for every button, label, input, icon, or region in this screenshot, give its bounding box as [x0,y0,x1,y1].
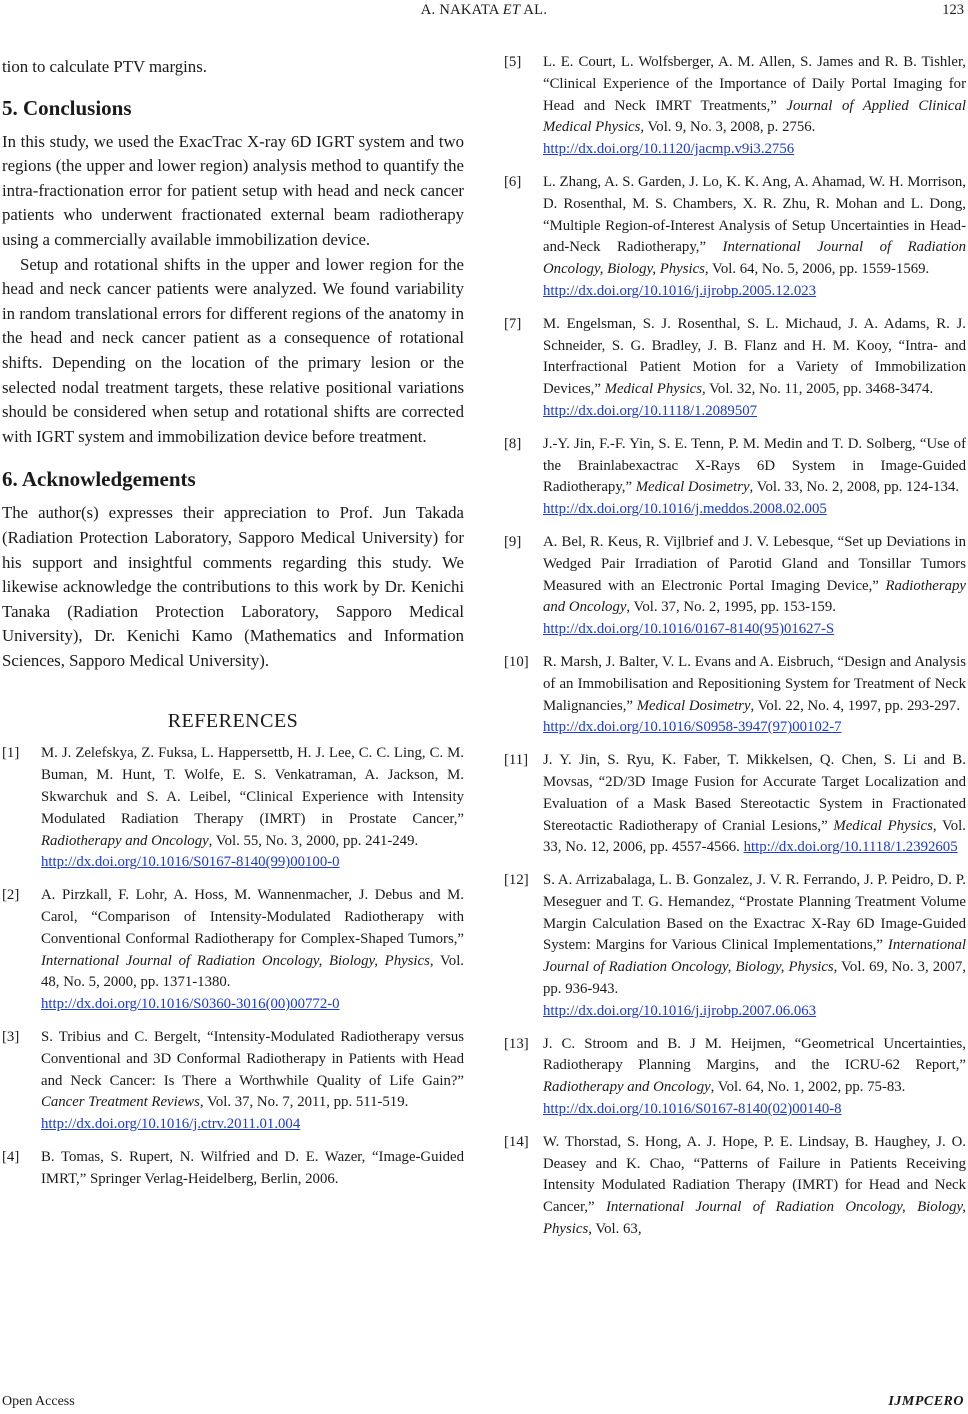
reference-source: Journal of Applied Clinical Medical Physics [543,97,966,136]
reference-body [543,534,966,637]
reference-text: S. Tribius and C. Bergelt, “Intensity-Modulated Radiotherapy versus Conventional and 3D Conformal Radiotherapy in Patients with Head and Neck Cancer: Is There a Worthwhile Quality of Life Gain?” [41,1029,464,1089]
reference-item [504,1034,966,1121]
reference-text: M. Engelsman, S. J. Rosenthal, S. L. Michaud, J. A. Adams, R. J. Schneider, S. G. Bradley, J. B. Flanz and H. M. Kooy, “Intra- and Interfractional Patient Motion for a Variety of Immobilization Devices,” [543,315,966,398]
reference-number: [9] [504,533,522,550]
reference-source: International Journal of Radiation Oncology, Biology, Physics [543,937,966,976]
reference-body [41,1149,464,1187]
reference-text: S. A. Arrizabalaga, L. B. Gonzalez, J. V. R. Ferrando, J. P. Peidro, D. P. Meseguer and T. G. Hemandez, “Prostate Planning Treatment Volume Margin Calculation Based on the Exactrac X-Ray 6D Image-Guided System: Margins for Various Clinical Implementations,” [543,872,966,954]
page-number: 123 [942,2,964,18]
reference-item [504,652,966,739]
running-head [0,2,968,19]
reference-details: , Vol. 37, No. 2, 1995, pp. 153-159. [626,599,836,616]
page-footer [0,1388,968,1414]
reference-details: , Vol. 64, No. 1, 2002, pp. 75-83. [710,1079,906,1096]
reference-item [504,434,966,521]
reference-item [2,1027,464,1136]
reference-details: , Vol. 33, No. 12, 2006, pp. 4557-4566. [543,817,966,856]
reference-number: [10] [504,653,529,670]
reference-details: , Vol. 9, No. 3, 2008, p. 2756. [640,119,816,136]
reference-body [41,745,464,870]
acknowledgements-paragraph: The author(s) expresses their appreciation to Prof. Jun Takada (Radiation Protection Laboratory, Sapporo Medical University) for his support and insightful comments regarding this study. We likewise acknowledge the contributions to this work by Dr. Kenichi Tanaka (Radiation Protection Laboratory, Sapporo Medical University), Dr. Kenichi Kamo (Mathematics and Information Sciences, Sapporo Medical University). [2,503,464,670]
acknowledgements-heading: 6. Acknowledgements [2,467,196,492]
reference-source: Medical Dosimetry [635,479,750,496]
reference-source: International Journal of Radiation Oncology, Biology, Physics [543,1199,966,1238]
reference-doi-link[interactable]: http://dx.doi.org/10.1016/j.ijrobp.2007.06.063 [543,1002,817,1019]
reference-item [2,1147,464,1191]
reference-doi-link[interactable]: http://dx.doi.org/10.1016/j.ctrv.2011.01.004 [41,1116,301,1133]
reference-text: B. Tomas, S. Rupert, N. Wilfried and D. E. Wazer, “Image-Guided IMRT,” Springer Verlag-Heidelberg, Berlin, 2006. [41,1149,464,1187]
left-column [2,52,464,1202]
reference-number: [14] [504,1133,529,1150]
reference-source: Medical Physics [604,381,703,398]
reference-source: Cancer Treatment Reviews [41,1094,200,1111]
reference-details: , Vol. 32, No. 11, 2005, pp. 3468-3474. [702,381,934,398]
reference-number: [8] [504,435,522,452]
reference-number: [7] [504,315,522,332]
reference-details: , Vol. 33, No. 2, 2008, pp. 124-134. [749,479,960,496]
reference-details: , Vol. 69, No. 3, 2007, pp. 936-943. [543,959,966,998]
reference-item [504,52,966,161]
conclusions-paragraph-2: Setup and rotational shifts in the upper and lower region for the head and neck cancer patients were analyzed. We found variability in random translational errors for different regions of the anatomy in the head and neck cancer patient as a consequence of rotational shifts. Depending on the location of the primary lesion or the selected nodal treatment targets, these relative positional variations should be considered when setup and rotational shifts are corrected with IGRT system and immobilization device before treatment. [2,254,464,446]
reference-details: , Vol. 63, [588,1221,642,1238]
reference-body [543,1134,966,1237]
journal-name: IJMPCERO [888,1394,964,1409]
running-head-et: ET [502,2,521,18]
reference-number: [12] [504,872,529,889]
references-list-left [2,743,464,1190]
reference-details: , Vol. 22, No. 4, 1997, pp. 293-297. [750,697,961,714]
reference-text: A. Pirzkall, F. Lohr, A. Hoss, M. Wannenmacher, J. Debus and M. Carol, “Comparison of Intensity-Modulated Radiotherapy with Conventional Conformal Radiotherapy for Complex-Shaped Tumors,” [41,887,464,947]
reference-item [504,750,966,859]
reference-source: Medical Physics [833,817,933,834]
reference-text: R. Marsh, J. Balter, V. L. Evans and A. Eisbruch, “Design and Analysis of an Immobilisation and Repositioning System for Treatment of Neck Malignancies,” [543,653,966,714]
right-column [504,52,966,1252]
reference-item [504,870,966,1023]
reference-number: [3] [2,1029,20,1046]
reference-item [2,743,464,874]
open-access-label: Open Access [2,1394,75,1409]
reference-body [41,1029,464,1132]
reference-text: J. C. Stroom and B. J M. Heijmen, “Geometrical Uncertainties, Radiotherapy Planning Margins, and the ICRU-62 Report,” [543,1035,966,1074]
reference-doi-link[interactable]: http://dx.doi.org/10.1120/jacmp.v9i3.2756 [543,141,795,158]
reference-item [504,1132,966,1241]
references-heading: REFERENCES [167,710,299,733]
reference-doi-link[interactable]: http://dx.doi.org/10.1118/1.2089507 [543,402,758,419]
reference-doi-link[interactable]: http://dx.doi.org/10.1016/S0958-3947(97)00102-7 [543,719,842,736]
reference-body [543,54,966,157]
reference-text: J.-Y. Jin, F.-F. Yin, S. E. Tenn, P. M. Medin and T. D. Solberg, “Use of the Brainlabexactrac X-Rays 6D System in Image-Guided Radiotherapy,” [543,435,966,496]
reference-text: J. Y. Jin, S. Ryu, K. Faber, T. Mikkelsen, Q. Chen, S. Li and B. Movsas, “2D/3D Image Fusion for Accurate Target Localization and Evaluation of a Mask Based Stereotactic System in Fractionated Stereotactic Radiotherapy of Cranial Lesions,” [543,752,966,834]
reference-number: [11] [504,752,529,769]
reference-doi-link[interactable]: http://dx.doi.org/10.1118/1.2392605 [743,839,958,856]
reference-item [504,172,966,303]
reference-source: International Journal of Radiation Oncology, Biology, Physics [41,952,430,969]
reference-doi-link[interactable]: http://dx.doi.org/10.1016/0167-8140(95)01627-S [543,621,835,638]
conclusions-heading: 5. Conclusions [2,95,132,120]
reference-text: L. Zhang, A. S. Garden, J. Lo, K. K. Ang, A. Ahamad, W. H. Morrison, D. Rosenthal, M. S. Chambers, X. R. Zhu, R. Mohan and L. Dong, “Multiple Region-of-Interest Analysis of Setup Uncertainties in Head-and-Neck Radiotherapy,” [543,173,966,256]
intro-tail: tion to calculate PTV margins. [2,57,207,76]
reference-body [41,887,464,1012]
reference-body [543,174,966,299]
conclusions-paragraph-1: In this study, we used the ExacTrac X-ray 6D IGRT system and two regions (the upper and lower region) analysis method to quantify the intra-fractionation error for patient setup with head and neck cancer patients who underwent fractionated external beam radiotherapy using a commercially available immobilization device. [2,131,464,249]
reference-body [543,316,966,419]
reference-details: , Vol. 48, No. 5, 2000, pp. 1371-1380. [41,952,465,991]
reference-body [543,872,966,1019]
reference-doi-link[interactable]: http://dx.doi.org/10.1016/S0167-8140(99)00100-0 [41,854,340,871]
reference-number: [6] [504,173,522,190]
reference-source: Radiotherapy and Oncology [543,1079,711,1096]
reference-body [543,654,966,735]
reference-body [543,436,966,517]
reference-source: International Journal of Radiation Oncology, Biology, Physics [543,239,967,278]
reference-body [543,752,966,855]
reference-item [504,314,966,423]
reference-item [2,885,464,1016]
reference-source: Medical Dosimetry [636,697,751,714]
reference-details: , Vol. 37, No. 7, 2011, pp. 511-519. [199,1094,409,1111]
reference-text: W. Thorstad, S. Hong, A. J. Hope, P. E. Lindsay, B. Haughey, J. O. Deasey and K. Chao, “Patterns of Failure in Patients Receiving Intensity Modulated Radiation Therapy (IMRT) for Head and Neck Cancer,” [543,1133,966,1216]
reference-number: [4] [2,1149,20,1166]
reference-doi-link[interactable]: http://dx.doi.org/10.1016/S0360-3016(00)00772-0 [41,996,340,1013]
reference-item [504,532,966,641]
reference-source: Radiotherapy and Oncology [41,832,209,849]
reference-doi-link[interactable]: http://dx.doi.org/10.1016/S0167-8140(02)00140-8 [543,1101,842,1118]
reference-number: [13] [504,1035,529,1052]
running-head-al: AL. [523,2,548,18]
reference-body [543,1036,966,1117]
reference-number: [1] [2,745,20,762]
reference-doi-link[interactable]: http://dx.doi.org/10.1016/j.meddos.2008.02.005 [543,501,827,518]
page-header [0,0,968,34]
reference-details: , Vol. 64, No. 5, 2006, pp. 1559-1569. [704,261,930,278]
reference-text: A. Bel, R. Keus, R. Vijlbrief and J. V. Lebesque, “Set up Deviations in Wedged Pair Irradiation of Parotid Gland and Tonsillar Tumors Measured with an Electronic Portal Imaging Device,” [543,533,966,594]
reference-details: , Vol. 55, No. 3, 2000, pp. 241-249. [208,832,419,849]
running-head-author: A. NAKATA [420,2,499,18]
reference-text: L. E. Court, L. Wolfsberger, A. M. Allen, S. James and R. B. Tishler, “Clinical Experience of the Importance of Daily Portal Imaging for Head and Neck IMRT Treatments,” [543,54,966,114]
reference-text: M. J. Zelefskya, Z. Fuksa, L. Happersettb, H. J. Lee, C. C. Ling, C. M. Buman, M. Hunt, T. Wolfe, E. S. Venkatraman, A. Jackson, M. Skwarchuk and S. A. Leibel, “Clinical Experience with Intensity Modulated Radiation Therapy (IMRT) in Prostate Cancer,” [41,745,464,827]
reference-source: Radiotherapy and Oncology [543,577,966,616]
references-list-right [504,52,966,1241]
reference-number: [2] [2,887,20,904]
reference-number: [5] [504,54,522,70]
reference-doi-link[interactable]: http://dx.doi.org/10.1016/j.ijrobp.2005.12.023 [543,282,817,299]
